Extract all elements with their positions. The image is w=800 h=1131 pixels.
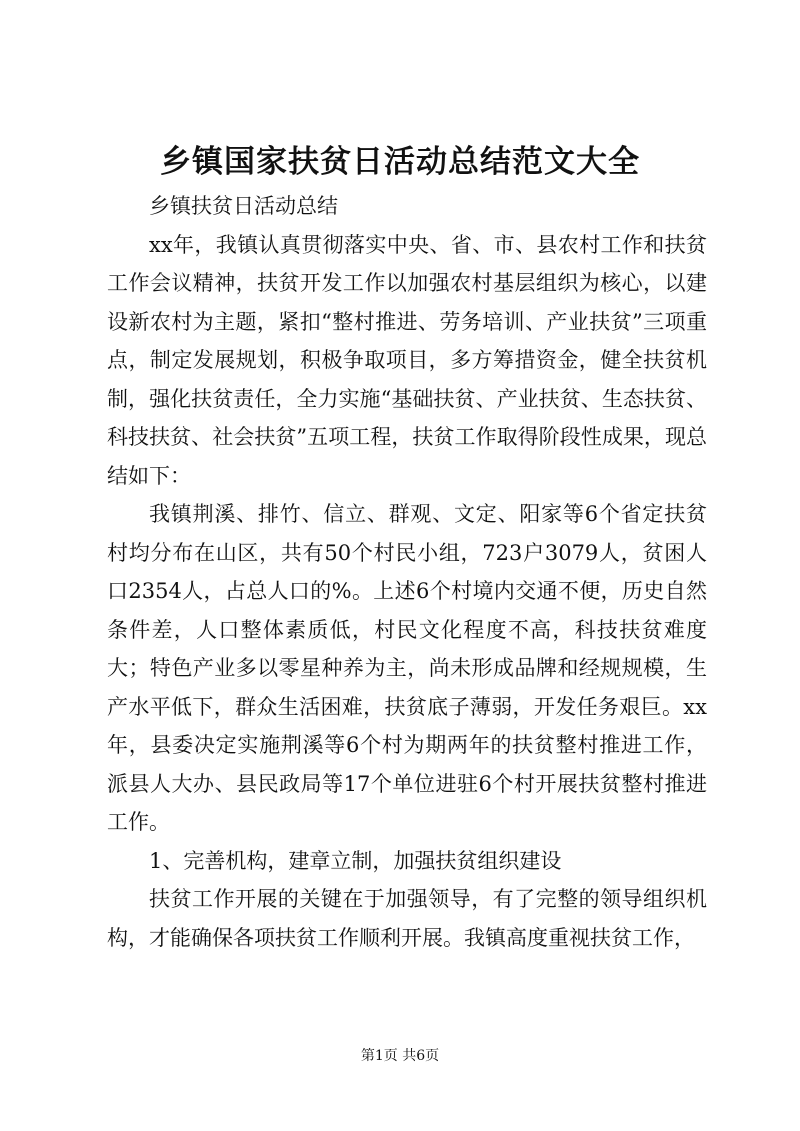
- paragraph-section-1: 扶贫工作开展的关键在于加强领导，有了完整的领导组织机构，才能确保各项扶贫工作顺利开展。我镇高度重视扶贫工作，: [107, 887, 707, 950]
- section-heading-1: 1、完善机构，建章立制，加强扶贫组织建设: [149, 848, 562, 873]
- document-title: 乡镇国家扶贫日活动总结范文大全: [160, 144, 640, 180]
- document-body: [107, 187, 707, 957]
- paragraph-subtitle: 乡镇扶贫日活动总结: [149, 194, 338, 218]
- paragraph-intro: xx年，我镇认真贯彻落实中央、省、市、县农村工作和扶贫工作会议精神，扶贫开发工作以加强农村基层组织为核心，以建设新农村为主题，紧扣“整村推进、劳务培训、产业扶贫”三项重点，制定发展规划，积极争取项目，多方筹措资金，健全扶贫机制，强化扶贫责任，全力实施“基础扶贫、产业扶贫、生态扶贫、科技扶贫、社会扶贫”五项工程，扶贫工作取得阶段性成果，现总结如下：: [107, 232, 707, 488]
- page-footer: 第1页 共6页: [360, 1048, 440, 1064]
- paragraph-background: 我镇荆溪、排竹、信立、群观、文定、阳家等6个省定扶贫村均分布在山区，共有50个村民小组，723户3079人，贫困人口2354人，占总人口的%。上述6个村境内交通不便，历史自然条件差，人口整体素质低，村民文化程度不高，科技扶贫难度大；特色产业多以零星种养为主，尚未形成品牌和经规规模，生产水平低下，群众生活困难，扶贫底子薄弱，开发任务艰巨。xx年，县委决定实施荆溪等6个村为期两年的扶贫整村推进工作，派县人大办、县民政局等17个单位进驻6个村开展扶贫整村推进工作。: [107, 502, 707, 834]
